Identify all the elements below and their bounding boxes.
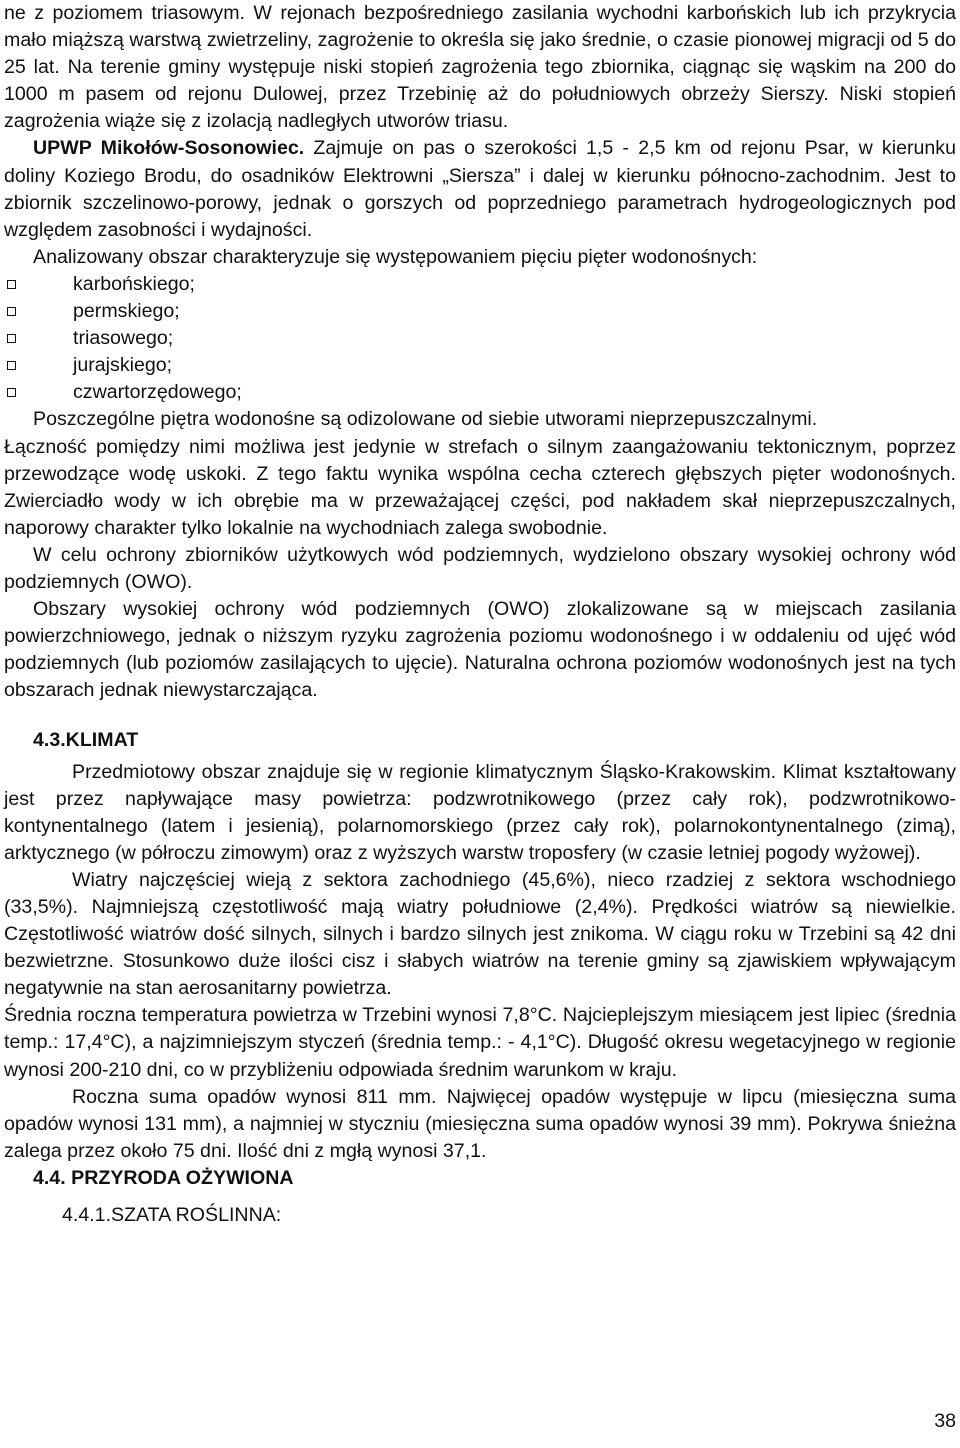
checkbox-bullet-icon <box>7 334 16 343</box>
document-page <box>4 0 956 1229</box>
paragraph-aquifer-intro: Analizowany obszar charakteryzuje się występowaniem pięciu pięter wodonośnych: <box>33 245 758 268</box>
aquifer-list <box>4 271 956 406</box>
heading-szata-roslinna: 4.4.1.SZATA ROŚLINNA: <box>62 1204 282 1227</box>
paragraph-connectivity: Łączność pomiędzy nimi możliwa jest jedynie w strefach o silnym zaangażowaniu tektonicznym, poprzez przewodzące wodę uskoki. Z tego faktu wynika wspólna cecha czterech głębszych pięter wodonośnych. Zwierciadło wody w ich obrębie ma w przeważającej części, pod nakładem skał nieprzepuszczalnych, naporowy charakter tylko lokalnie na wychodniach zalega swobodnie. <box>4 435 956 539</box>
list-item: triasowego; <box>4 325 956 352</box>
upwp-description: Zajmuje on pas o szerokości 1,5 - 2,5 km od rejonu Psar, w kierunku doliny Koziego Brodu, do osadników Elektrowni „Siersza” i dalej w kierunku północno-zachodnim. Jest to zbiornik szczelinowo-porowy, jednak o gorszych od poprzedniego parametrach hydrogeologicznych pod względem zasobności i wydajności. <box>4 137 956 241</box>
paragraph-precipitation: Roczna suma opadów wynosi 811 mm. Najwięcej opadów występuje w lipcu (miesięczna suma opadów wynosi 131 mm), a najmniej w styczniu (miesięczna suma opadów wynosi 39 mm). Pokrywa śnieżna zalega przez około 75 dni. Ilość dni z mgłą wynosi 37,1. <box>4 1085 956 1162</box>
checkbox-bullet-icon <box>7 388 16 397</box>
page-number: 38 <box>934 1410 956 1432</box>
list-item: permskiego; <box>4 298 956 325</box>
list-item: karbońskiego; <box>4 271 956 298</box>
paragraph-groundwater-threat: ne z poziomem triasowym. W rejonach bezpośredniego zasilania wychodni karbońskich lub ich przykrycia mało miąższą warstwą zwietrzeliny, zagrożenie to określa się jako średnie, o czasie pionowej migracji od 5 do 25 lat. Na terenie gminy występuje niski stopień zagrożenia tego zbiornika, ciągnąc się wąskim na 200 do 1000 m pasem od rejonu Dulowej, przez Trzebinię aż do południowych obrzeży Sierszy. Niski stopień zagrożenia wiąże się z izolacją nadległych utworów triasu. <box>4 2 956 133</box>
paragraph-winds: Wiatry najczęściej wieją z sektora zachodniego (45,6%), nieco rzadziej z sektora wschodniego (33,5%). Najmniejszą częstotliwość mają wiatry południowe (2,4%). Prędkości wiatrów są niewielkie. Częstotliwość wiatrów dość silnych, silnych i bardzo silnych jest znikoma. W ciągu roku w Trzebini są 42 dni bezwietrzne. Stosunkowo duże ilości cisz i słabych wiatrów na terenie gminy są zjawiskiem wpływającym negatywnie na stan aerosanitarny powietrza. <box>4 868 956 1000</box>
paragraph-climate-region: Przedmiotowy obszar znajduje się w regionie klimatycznym Śląsko-Krakowskim. Klimat kształtowany jest przez napływające masy powietrza: podzwrotnikowego (przez cały rok), podzwrotnikowo-kontynentalnego (latem i jesienią), polarnomorskiego (przez cały rok), polarnokontynentalnego (zimą), arktycznego (w półroczu zimowym) oraz z wyższych warstw troposfery (w czasie letniej pogody wyżowej). <box>4 760 956 864</box>
list-item: czwartorzędowego; <box>4 379 956 406</box>
heading-przyroda: 4.4. PRZYRODA OŻYWIONA <box>33 1166 294 1189</box>
paragraph-upwp <box>4 135 956 243</box>
paragraph-owo-details: Obszary wysokiej ochrony wód podziemnych (OWO) zlokalizowane są w miejscach zasilania powierzchniowego, jednak o niższym ryzyku zagrożenia poziomu wodonośnego i w oddaleniu od ujęć wód podziemnych (lub poziomów zasilających to ujęcie). Naturalna ochrona poziomów wodonośnych jest na tych obszarach jednak niewystarczająca. <box>4 598 956 702</box>
paragraph-isolation: Poszczególne piętra wodonośne są odizolowane od siebie utworami nieprzepuszczalnymi. <box>33 408 818 431</box>
paragraph-temperature: Średnia roczna temperatura powietrza w Trzebini wynosi 7,8°C. Najcieplejszym miesiącem jest lipiec (średnia temp.: 17,4°C), a najzimniejszym styczeń (średnia temp.: - 4,1°C). Długość okresu wegetacyjnego w regionie wynosi 200-210 dni, co w przybliżeniu odpowiada średnim warunkom w kraju. <box>4 1004 956 1081</box>
checkbox-bullet-icon <box>7 361 16 370</box>
paragraph-owo-intro: W celu ochrony zbiorników użytkowych wód podziemnych, wydzielono obszary wysokiej ochrony wód podziemnych (OWO). <box>4 543 956 593</box>
checkbox-bullet-icon <box>7 307 16 316</box>
heading-klimat: 4.3.KLIMAT <box>33 729 139 752</box>
checkbox-bullet-icon <box>7 280 16 289</box>
upwp-name: UPWP Mikołów-Sosonowiec. <box>33 137 305 160</box>
list-item: jurajskiego; <box>4 352 956 379</box>
